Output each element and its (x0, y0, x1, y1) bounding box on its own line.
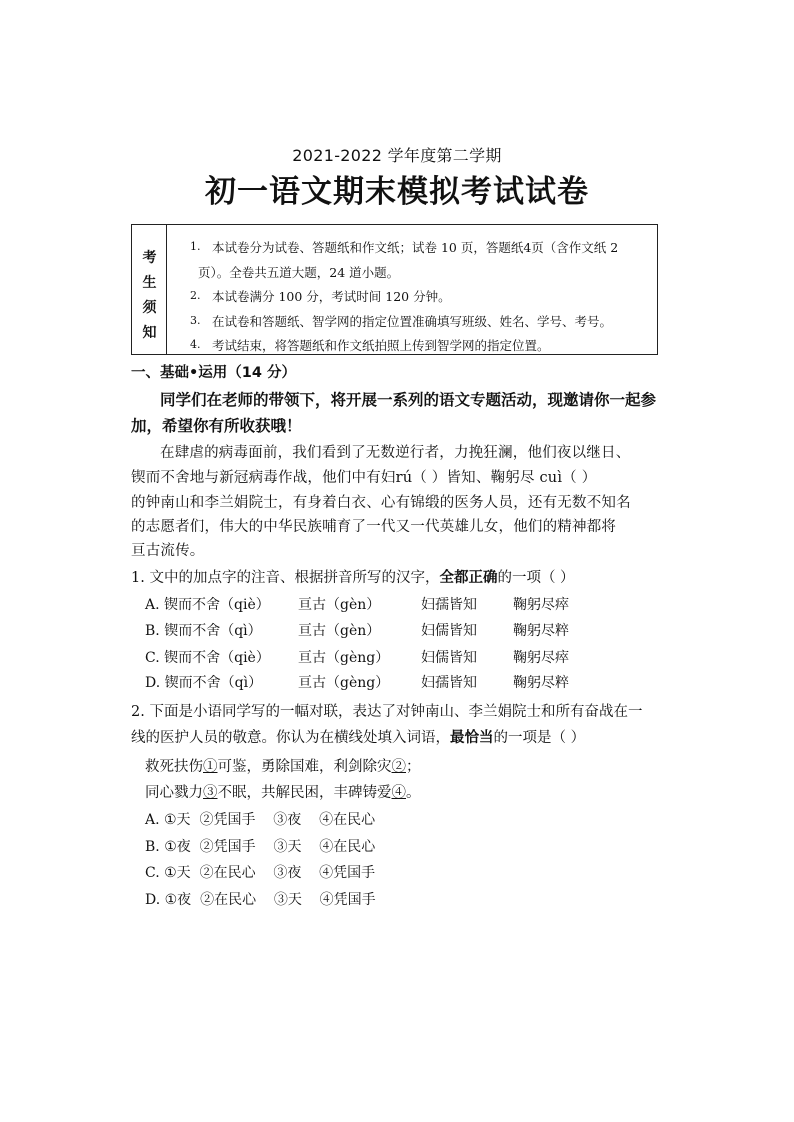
notice-item-text: 本试卷满分 100 分，考试时间 120 分钟。 (212, 289, 451, 304)
question-1-stem: 1. 文中的加点字的注音、根据拼音所写的汉字，全都正确的一项（ ） (131, 570, 575, 586)
notice-heading-char: 考 (142, 250, 157, 266)
couplet-line: 救死扶伤①可鉴，勇除国难，利剑除灾②； (145, 759, 421, 775)
notice-item-text: 在试卷和答题纸、智学网的指定位置准确填写班级、姓名、学号、考号。 (212, 314, 613, 329)
question-2-option[interactable]: C. ①天 ②在民心 ③夜 ④凭国手 (145, 865, 376, 881)
notice-item-text: 本试卷分为试卷、答题纸和作文纸；试卷 10 页，答题纸4页（含作文纸 2 (212, 240, 619, 255)
blank-2: ② (391, 759, 406, 775)
passage-line: 锲而不舍地与新冠病毒作战，他们中有妇rú（ ）皆知、鞠躬尽 cuì（ ） (131, 470, 597, 486)
notice-heading-char: 生 (142, 275, 157, 291)
blank-1: ① (203, 759, 218, 775)
exam-title: 初一语文期末模拟考试试卷 (205, 174, 589, 210)
question-2-stem: 线的医护人员的敬意。你认为在横线处填入词语，最恰当的一项是（ ） (131, 730, 586, 746)
section-intro-line: 加，希望你有所收获哦！ (131, 417, 302, 435)
blank-4: ④ (391, 785, 406, 801)
notice-item-text: 页）。全卷共五道大题，24 道小题。 (198, 265, 400, 280)
passage-line: 的钟南山和李兰娟院士，有身着白衣、心有锦缎的医务人员，还有无数不知名 (131, 495, 631, 511)
notice-heading-char: 须 (142, 300, 157, 316)
question-2-option[interactable]: B. ①夜 ②凭国手 ③天 ④在民心 (145, 839, 376, 855)
notice-heading (132, 225, 167, 354)
couplet-line: 同心戮力③不眠，共解民困，丰碑铸爱④。 (145, 785, 421, 801)
question-2-option[interactable]: D. ①夜 ②在民心 ③天 ④凭国手 (145, 892, 376, 908)
exam-term: 2021-2022 学年度第二学期 (292, 146, 502, 165)
blank-3: ③ (203, 785, 218, 801)
notice-item-number: 1. (190, 240, 201, 253)
passage-line: 的志愿者们，伟大的中华民族哺育了一代又一代英雄儿女，他们的精神都将 (131, 519, 617, 535)
section-heading: 一、基础•运用（14 分） (131, 365, 296, 381)
passage-line: 亘古流传。 (131, 543, 205, 559)
candidate-notice-box (131, 224, 658, 355)
passage-line: 在肆虐的病毒面前，我们看到了无数逆行者，力挽狂澜，他们夜以继日、 (160, 445, 631, 461)
notice-item-text: 考试结束，将答题纸和作文纸拍照上传到智学网的指定位置。 (212, 338, 550, 353)
question-2-option[interactable]: A. ①天 ②凭国手 ③夜 ④在民心 (145, 812, 376, 828)
notice-item-number: 4. (190, 338, 201, 351)
question-2-stem: 2. 下面是小语同学写的一幅对联，表达了对钟南山、李兰娟院士和所有奋战在一 (131, 704, 643, 720)
section-intro-line: 同学们在老师的带领下，将开展一系列的语文专题活动，现邀请你一起参 (160, 391, 657, 409)
notice-item-number: 3. (190, 314, 201, 327)
notice-item-number: 2. (190, 289, 201, 302)
notice-heading-char: 知 (142, 325, 157, 341)
